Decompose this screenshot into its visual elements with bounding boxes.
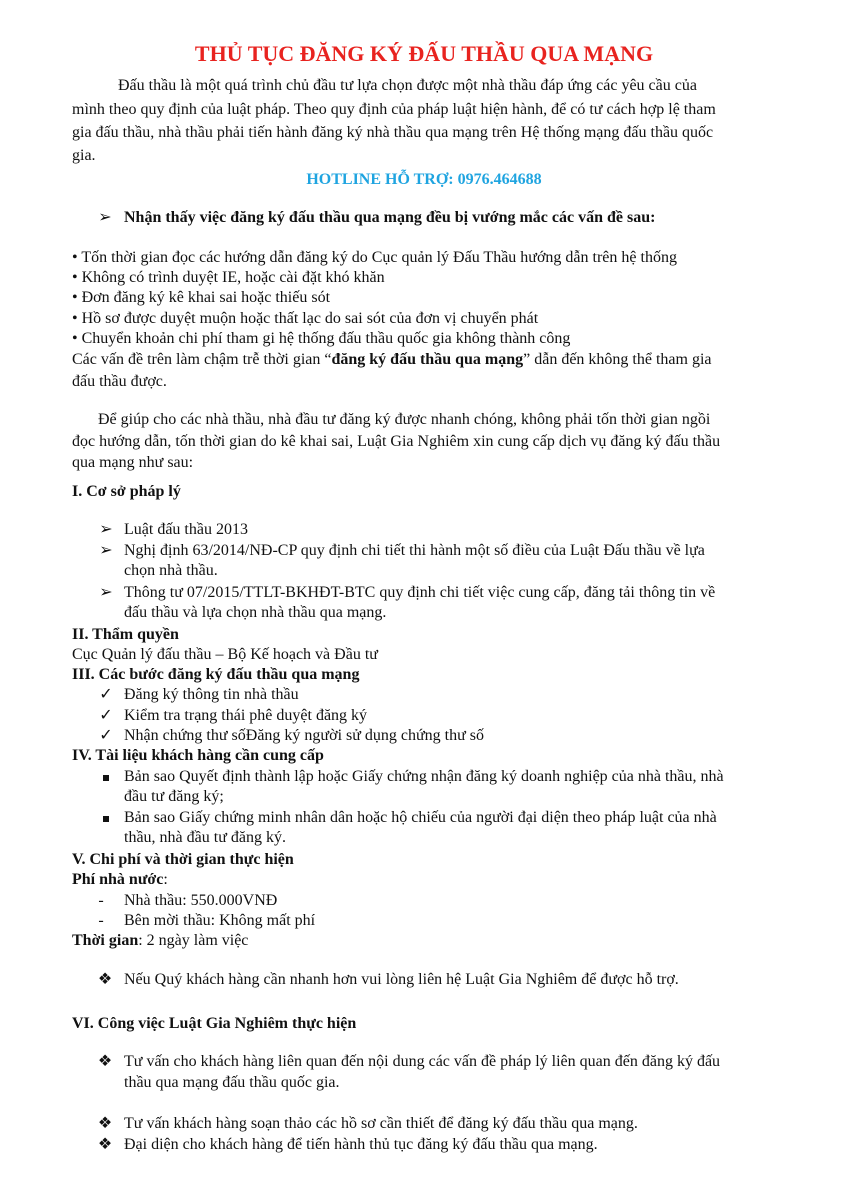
service-item: Đại diện cho khách hàng để tiến hành thủ tục đăng ký đấu thầu qua mạng. xyxy=(124,1136,598,1153)
document-item: Bản sao Quyết định thành lập hoặc Giấy chứng nhận đăng ký doanh nghiệp của nhà thầu, nhà xyxy=(124,768,724,785)
fee-item: Nhà thầu: 550.000VNĐ xyxy=(124,892,278,909)
fee-colon: : xyxy=(163,871,168,888)
service-item: Tư vấn khách hàng soạn thảo các hồ sơ cần thiết để đăng ký đấu thầu qua mạng. xyxy=(124,1115,638,1132)
service-item: Tư vấn cho khách hàng liên quan đến nội dung các vấn đề pháp lý liên quan đến đăng ký đấu xyxy=(124,1053,721,1070)
offer-line: đọc hướng dẫn, tốn thời gian do kê khai sai, Luật Gia Nghiêm xin cung cấp dịch vụ đăng ký đấu thầu xyxy=(72,433,721,450)
offer-line: qua mạng như sau: xyxy=(72,454,194,471)
page-title: THỦ TỤC ĐĂNG KÝ ĐẤU THẦU QUA MẠNG xyxy=(194,41,654,66)
legal-basis-item-cont: đấu thầu và lựa chọn nhà thầu qua mạng. xyxy=(124,604,387,621)
document-item: Bản sao Giấy chứng minh nhân dân hoặc hộ chiếu của người đại diện theo pháp luật của nhà xyxy=(124,809,717,826)
diamond-bullet-icon xyxy=(96,970,114,990)
square-bullet-icon xyxy=(97,767,115,787)
diamond-bullet-icon xyxy=(96,1052,114,1072)
support-note: Nếu Quý khách hàng cần nhanh hơn vui lòng liên hệ Luật Gia Nghiêm để được hỗ trợ. xyxy=(124,971,679,988)
dash-bullet-icon: - xyxy=(98,912,104,929)
service-item-cont: thầu qua mạng đấu thầu quốc gia. xyxy=(124,1074,340,1091)
arrow-bullet-icon xyxy=(96,208,114,228)
step-item: Đăng ký thông tin nhà thầu xyxy=(124,686,299,703)
authority-text: Cục Quản lý đấu thầu – Bộ Kế hoạch và Đầu tư xyxy=(72,646,378,663)
delay-text: ” dẫn đến không thể tham gia xyxy=(523,351,712,368)
arrow-bullet-icon xyxy=(97,520,115,540)
step-item: Kiểm tra trạng thái phê duyệt đăng ký xyxy=(124,707,368,724)
checkmark-icon xyxy=(97,685,115,705)
dash-bullet-icon: - xyxy=(98,892,104,909)
time-value: : 2 ngày làm việc xyxy=(138,932,249,949)
legal-basis-item: Luật đấu thầu 2013 xyxy=(124,521,248,538)
delay-line xyxy=(72,350,712,370)
section-heading: II. Thẩm quyền xyxy=(72,626,179,643)
step-item: Nhận chứng thư sốĐăng ký người sử dụng chứng thư số xyxy=(124,727,485,744)
diamond-bullet-icon xyxy=(96,1135,114,1155)
problems-heading: Nhận thấy việc đăng ký đấu thầu qua mạng đều bị vướng mắc các vấn đề sau: xyxy=(124,209,656,226)
section-heading: V. Chi phí và thời gian thực hiện xyxy=(72,851,294,868)
intro-line: mình theo quy định của luật pháp. Theo quy định của pháp luật hiện hành, để có tư cách hợp lệ tham xyxy=(72,101,716,118)
legal-basis-item: Nghị định 63/2014/NĐ-CP quy định chi tiết thi hành một số điều của Luật Đấu thầu về lựa xyxy=(124,542,705,559)
problem-item: • Chuyển khoản chi phí tham gi hệ thống đấu thầu quốc gia không thành công xyxy=(72,330,571,347)
arrow-bullet-icon xyxy=(97,583,115,603)
delay-emphasis: đăng ký đấu thầu qua mạng xyxy=(331,351,524,368)
hotline: HOTLINE HỖ TRỢ: 0976.464688 xyxy=(306,171,542,188)
delay-text: Các vấn đề trên làm chậm trễ thời gian “ xyxy=(72,351,332,368)
problem-item: • Tốn thời gian đọc các hướng dẫn đăng ký do Cục quản lý Đấu Thầu hướng dẫn trên hệ thống xyxy=(72,249,677,266)
intro-line: Đấu thầu là một quá trình chủ đầu tư lựa chọn được một nhà thầu đáp ứng các yêu cầu của xyxy=(118,77,697,94)
section-heading: I. Cơ sở pháp lý xyxy=(72,483,181,500)
section-heading: IV. Tài liệu khách hàng cần cung cấp xyxy=(72,747,324,764)
offer-line: Để giúp cho các nhà thầu, nhà đầu tư đăng ký được nhanh chóng, không phải tốn thời gian ngồi xyxy=(98,411,711,428)
square-bullet-icon xyxy=(97,808,115,828)
problem-item: • Không có trình duyệt IE, hoặc cài đặt khó khăn xyxy=(72,269,385,286)
section-heading: VI. Công việc Luật Gia Nghiêm thực hiện xyxy=(72,1015,357,1032)
time-line xyxy=(72,931,248,951)
arrow-bullet-icon xyxy=(97,541,115,561)
document-item-cont: đầu tư đăng ký; xyxy=(124,788,224,805)
document-item-cont: thầu, nhà đầu tư đăng ký. xyxy=(124,829,286,846)
problem-item: • Đơn đăng ký kê khai sai hoặc thiếu sót xyxy=(72,289,331,306)
delay-line: đấu thầu được. xyxy=(72,373,167,390)
fee-item: Bên mời thầu: Không mất phí xyxy=(124,912,316,929)
checkmark-icon xyxy=(97,706,115,726)
intro-line: gia đấu thầu, nhà thầu phải tiến hành đăng ký nhà thầu qua mạng trên Hệ thống mạng đấu thầu quốc xyxy=(72,124,714,141)
diamond-bullet-icon xyxy=(96,1114,114,1134)
intro-line: gia. xyxy=(72,147,96,164)
fee-label-line xyxy=(72,870,168,890)
problem-item: • Hồ sơ được duyệt muộn hoặc thất lạc do sai sót của đơn vị chuyển phát xyxy=(72,310,539,327)
legal-basis-item-cont: chọn nhà thầu. xyxy=(124,562,218,579)
section-heading: III. Các bước đăng ký đấu thầu qua mạng xyxy=(72,666,360,683)
checkmark-icon xyxy=(97,726,115,746)
legal-basis-item: Thông tư 07/2015/TTLT-BKHĐT-BTC quy định chi tiết việc cung cấp, đăng tải thông tin về xyxy=(124,584,716,601)
fee-label: Phí nhà nước xyxy=(72,871,164,888)
time-label: Thời gian xyxy=(72,932,139,949)
